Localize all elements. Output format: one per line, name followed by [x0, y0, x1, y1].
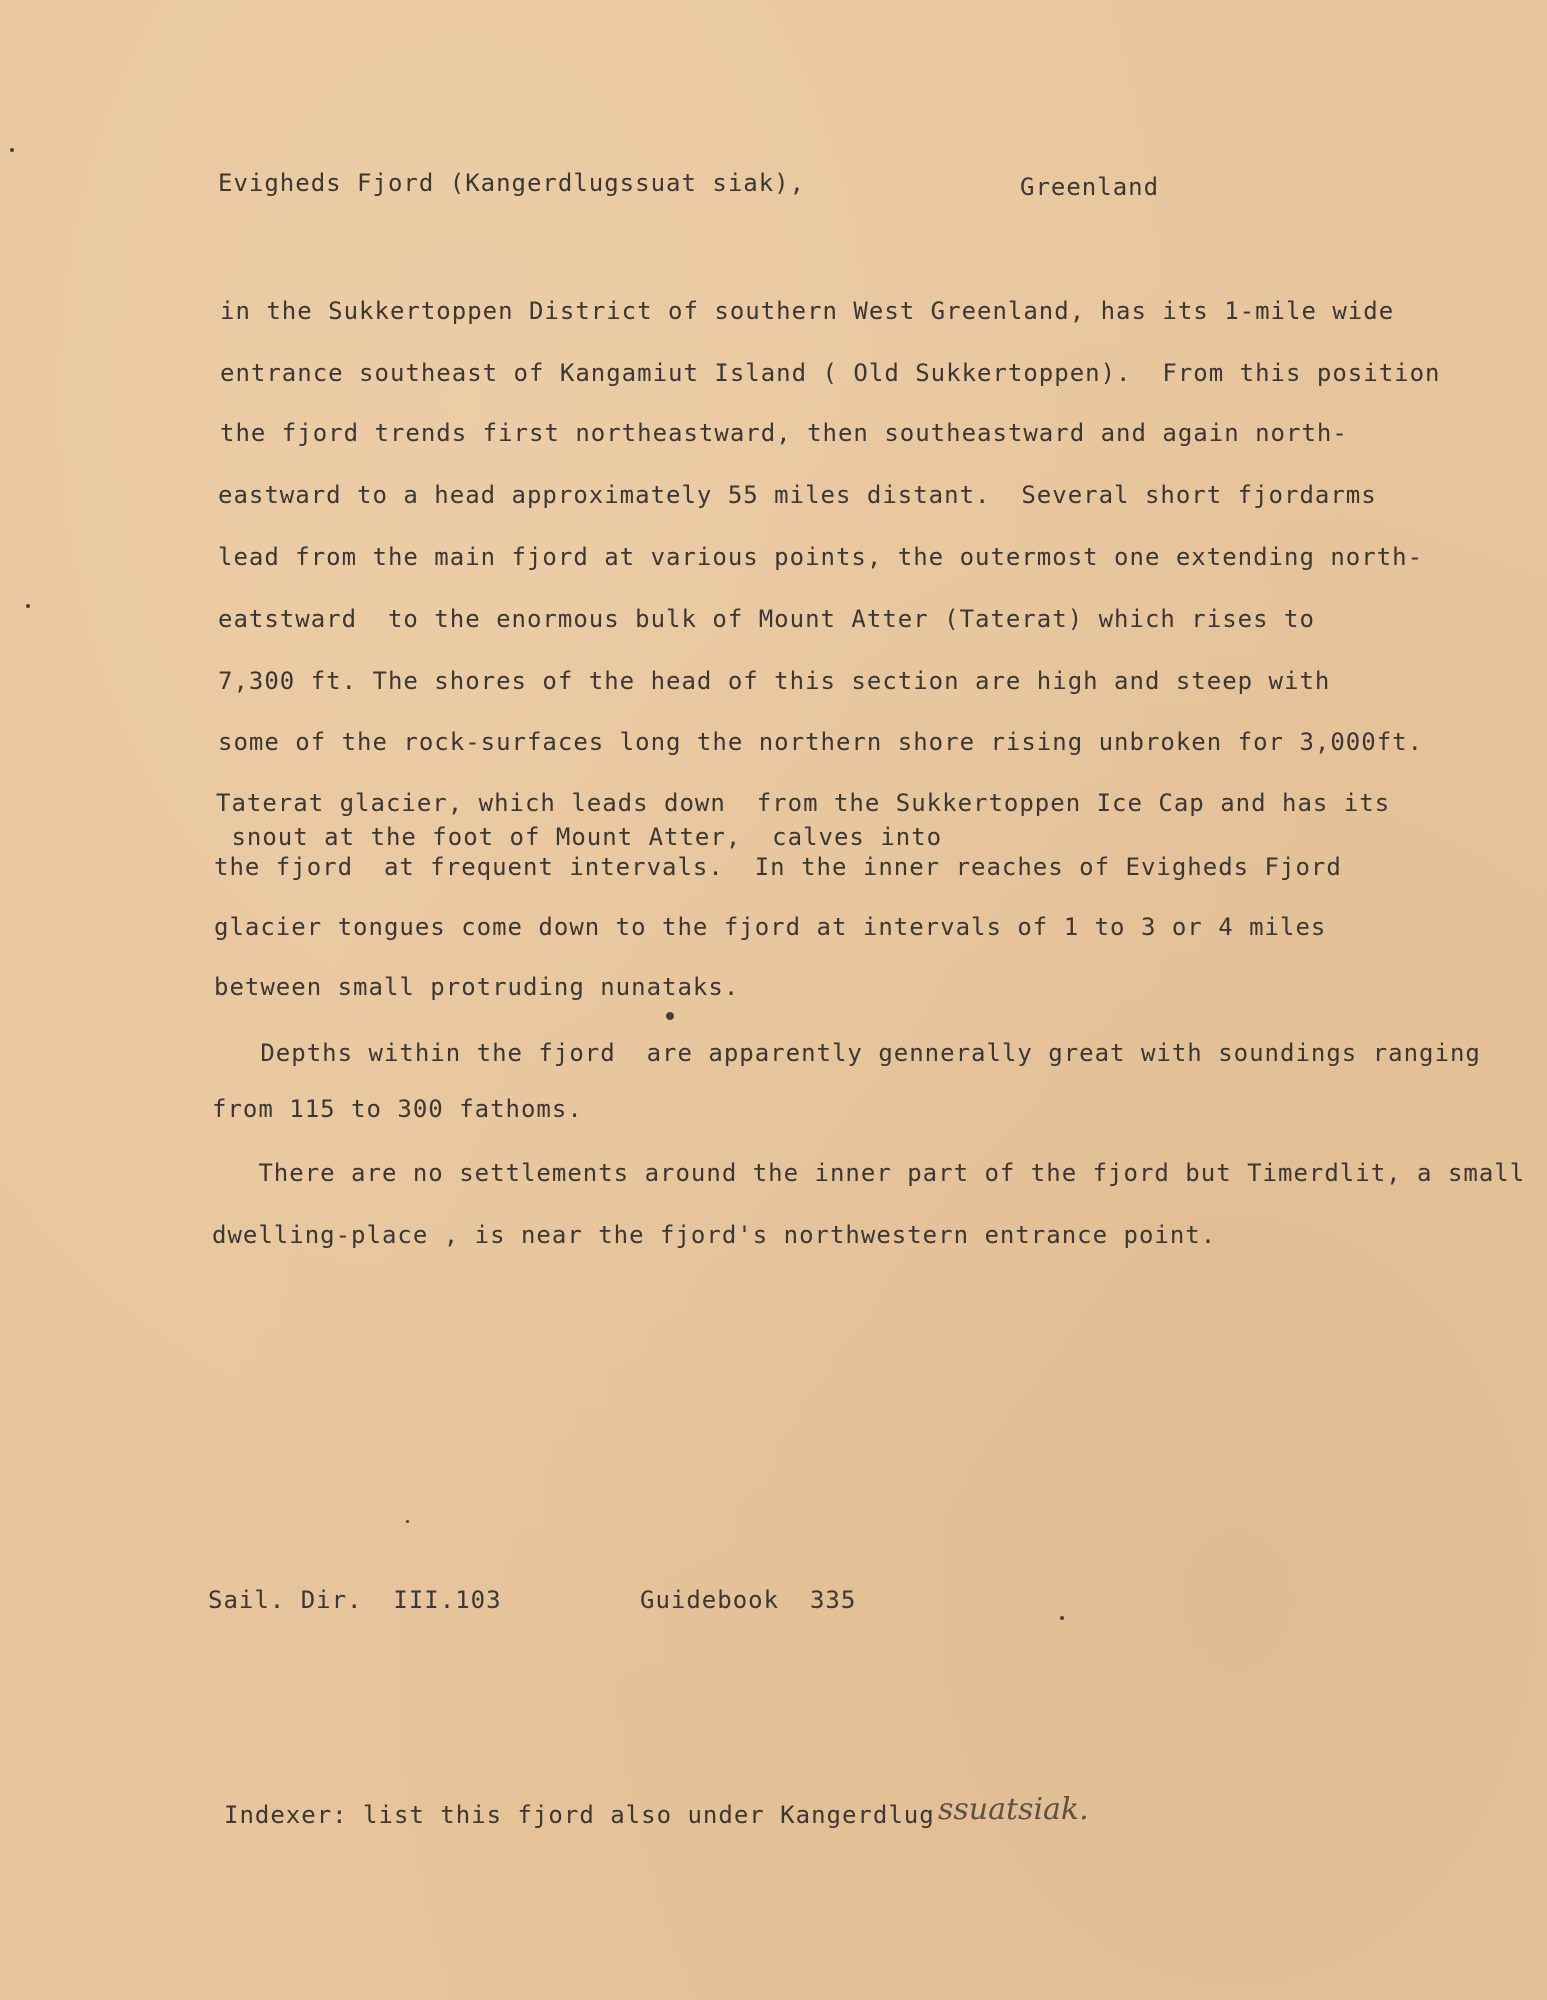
body-line: snout at the foot of Mount Atter, calves into: [216, 823, 943, 851]
body-line: in the Sukkertoppen District of southern West Greenland, has its 1-mile wide: [220, 297, 1395, 325]
body-line: eastward to a head approximately 55 miles distant. Several short fjordarms: [218, 481, 1377, 509]
region-label: Greenland: [1020, 173, 1160, 201]
body-line: the fjord trends first northeastward, then southeastward and again north-: [220, 419, 1348, 447]
paper-speck: [1060, 1616, 1064, 1620]
body-line: between small protruding nunataks.: [214, 973, 740, 1001]
document-title: Evigheds Fjord (Kangerdlugssuat siak),: [218, 169, 806, 197]
indexer-handwritten-note: ssuatsiak.: [938, 1792, 1089, 1827]
paper-speck: [26, 604, 30, 608]
body-line: lead from the main fjord at various points, the outermost one extending north-: [218, 543, 1424, 571]
guidebook-reference: Guidebook 335: [640, 1586, 857, 1614]
body-line: Depths within the fjord are apparently gennerally great with soundings ranging: [214, 1039, 1481, 1067]
source-reference: Sail. Dir. III.103: [208, 1586, 502, 1614]
body-line: glacier tongues come down to the fjord at intervals of 1 to 3 or 4 miles: [214, 913, 1327, 941]
body-line: some of the rock-surfaces long the northern shore rising unbroken for 3,000ft.: [218, 728, 1424, 756]
body-line: There are no settlements around the inner part of the fjord but Timerdlit, a small: [212, 1159, 1526, 1187]
body-line: the fjord at frequent intervals. In the inner reaches of Evigheds Fjord: [214, 853, 1342, 881]
indexer-note: Indexer: list this fjord also under Kangerdlug: [224, 1801, 935, 1829]
body-line: from 115 to 300 fathoms.: [212, 1095, 583, 1123]
paper-speck: [10, 148, 14, 152]
body-line: 7,300 ft. The shores of the head of this section are high and steep with: [218, 667, 1331, 695]
body-line: dwelling-place , is near the fjord's northwestern entrance point.: [212, 1221, 1217, 1249]
body-line: eatstward to the enormous bulk of Mount Atter (Taterat) which rises to: [218, 605, 1315, 633]
body-line: Taterat glacier, which leads down from the Sukkertoppen Ice Cap and has its: [216, 789, 1391, 817]
paper-speck: [666, 1012, 674, 1020]
body-line: entrance southeast of Kangamiut Island ( Old Sukkertoppen). From this position: [220, 359, 1441, 387]
paper-speck: [406, 1520, 409, 1523]
